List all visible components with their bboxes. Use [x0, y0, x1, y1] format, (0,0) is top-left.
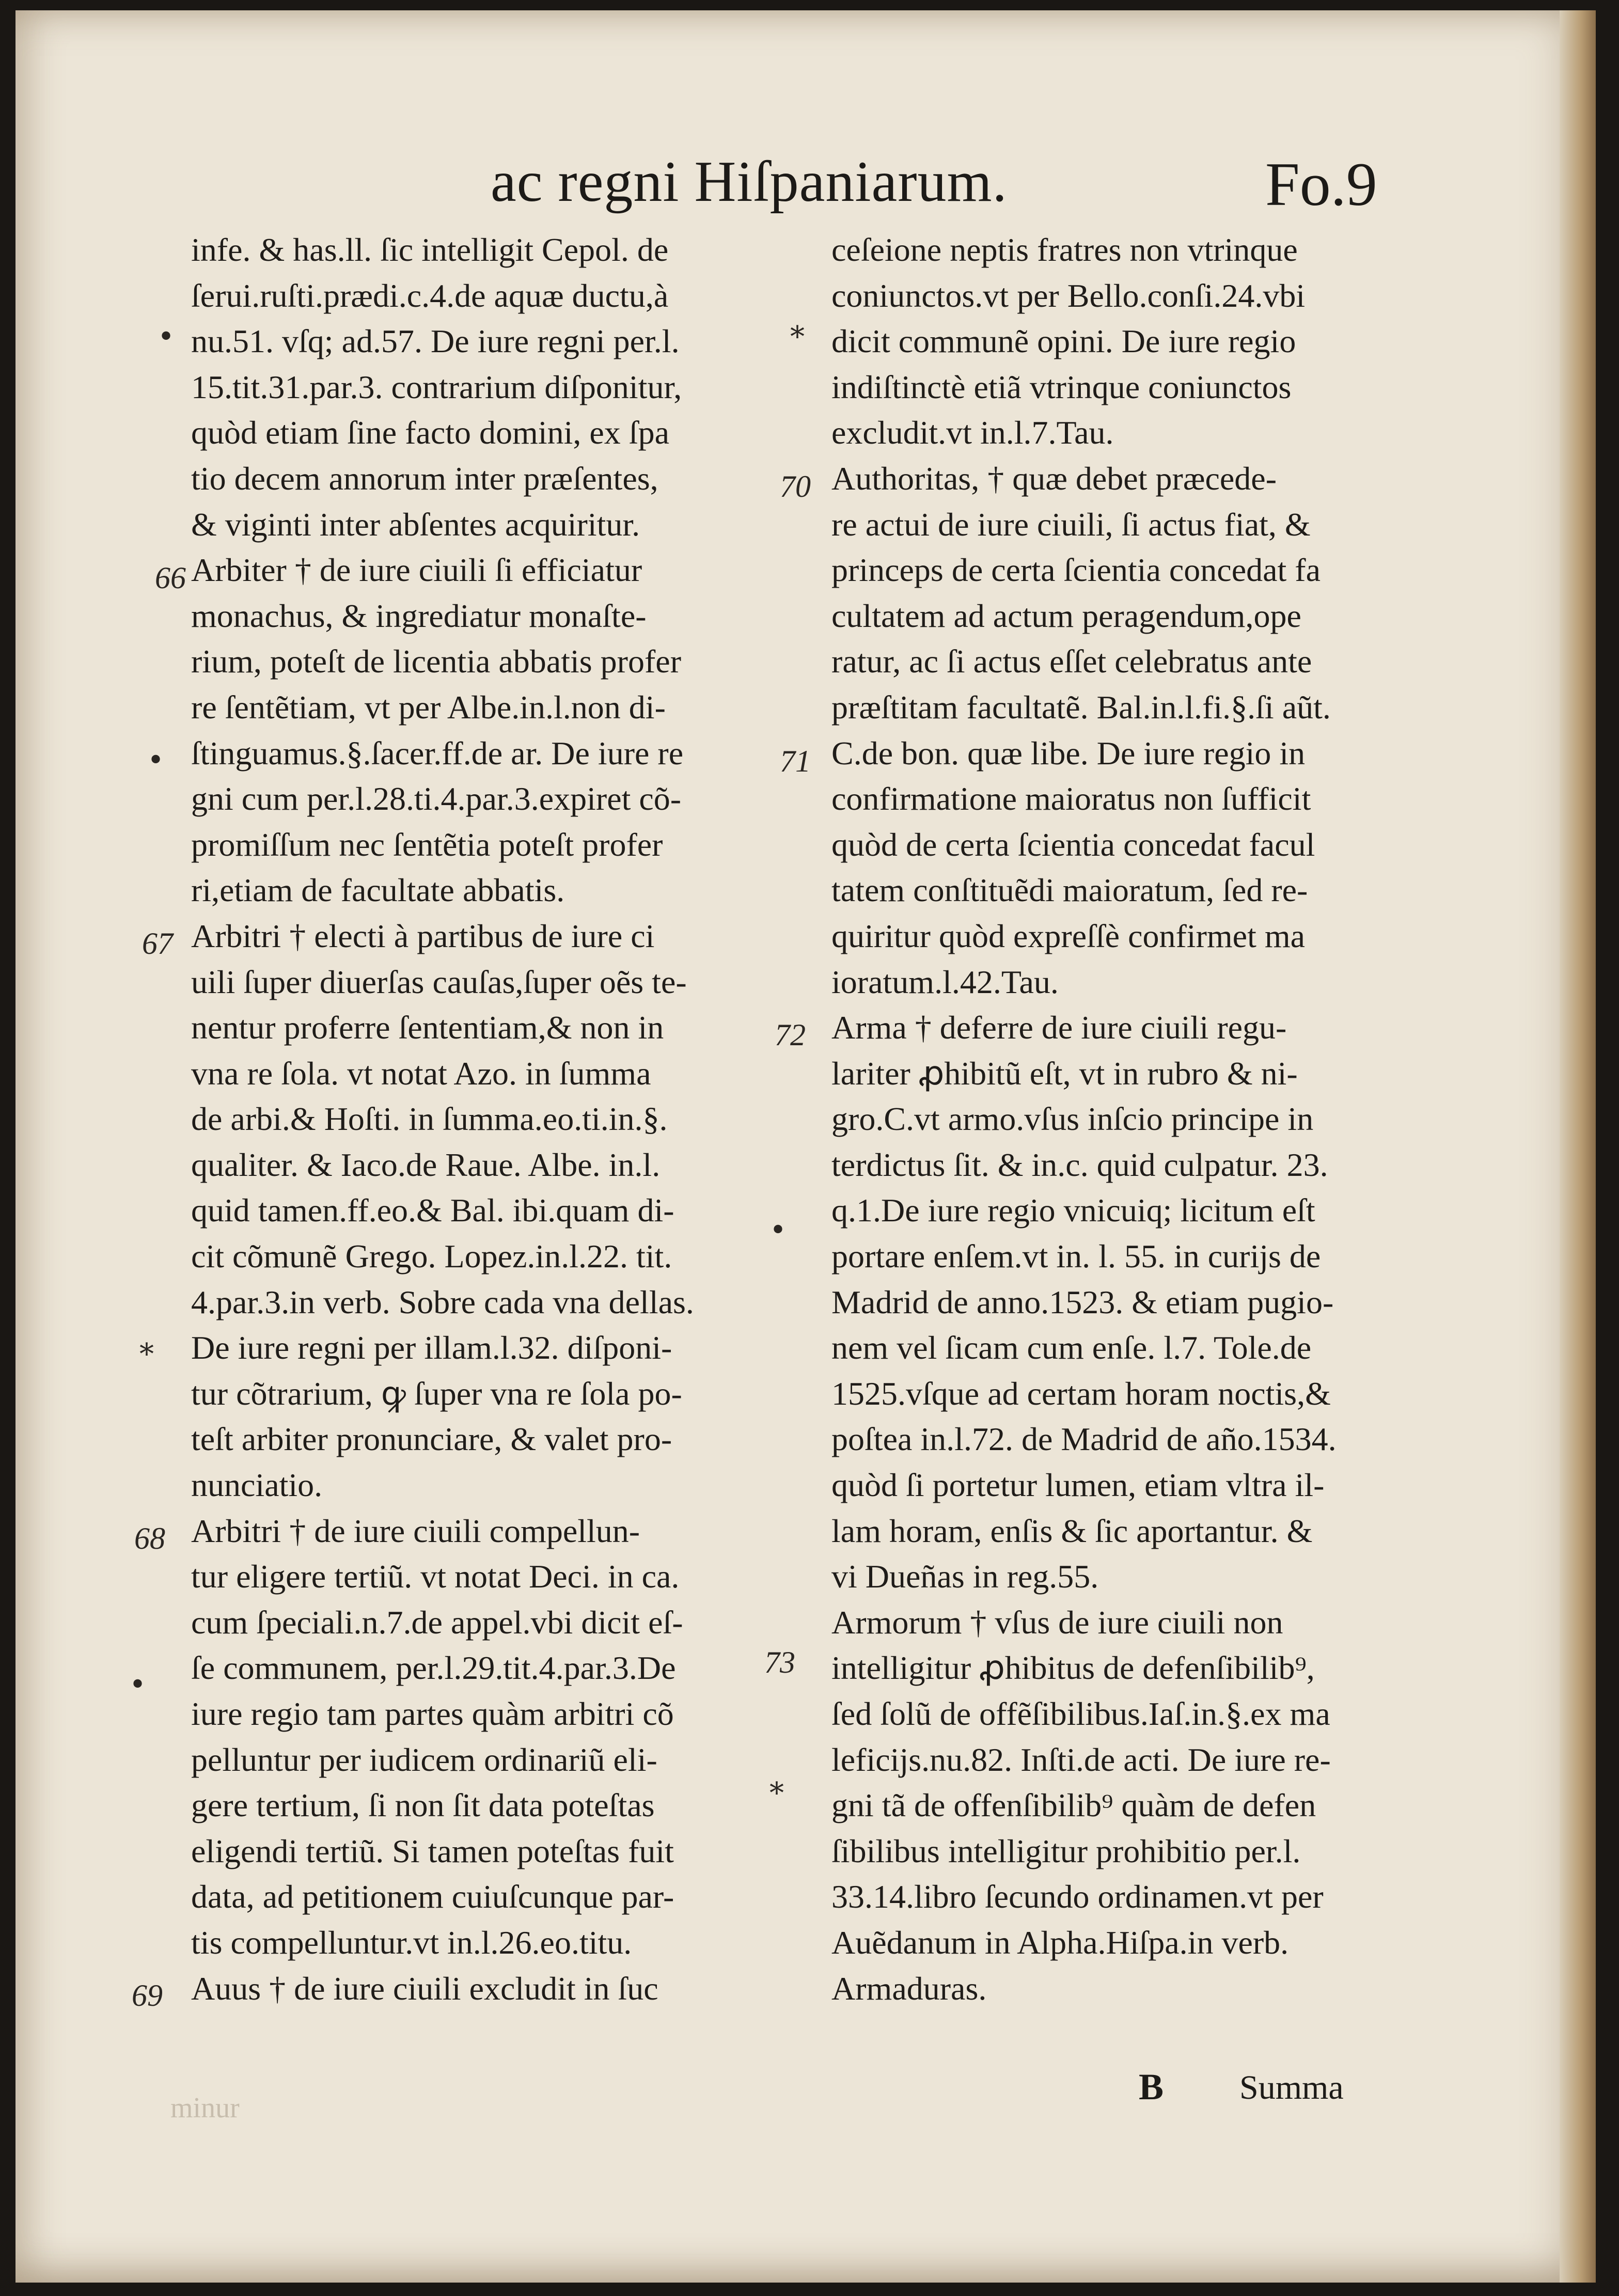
asterisk-mark: • [158, 320, 175, 354]
text-line: cit cõmunẽ Grego. Lopez.in.l.22. tit. [191, 1238, 672, 1275]
text-line: ſe communem, per.l.29.tit.4.par.3.De [191, 1649, 676, 1687]
text-line: gere tertium, ſi non ſit data poteſtas [191, 1787, 655, 1824]
right-text-column [831, 227, 1394, 2011]
margin-number-69: 69 [132, 1978, 163, 2012]
text-line: ſerui.ruſti.prædi.c.4.de aquæ ductu,à [191, 277, 669, 314]
text-line: tur cõtrarium, ꝙ ſuper vna re ſola po- [191, 1375, 682, 1412]
margin-number-73: 73 [764, 1645, 795, 1679]
text-line: ratur, ac ſi actus eſſet celebratus ante [831, 643, 1312, 680]
text-line: excludit.vt in.l.7.Tau. [831, 414, 1114, 451]
asterisk-mark: • [147, 744, 165, 777]
text-line: Arbitri † electi à partibus de iure ci [191, 917, 655, 954]
text-line: confirmatione maioratus non ſufficit [831, 780, 1311, 817]
text-line: ſtinguamus.§.ſacer.ff.de ar. De iure re [191, 734, 684, 772]
text-line: C.de bon. quæ libe. De iure regio in [831, 734, 1306, 772]
text-line: gni cum per.l.28.ti.4.par.3.expiret cõ- [191, 780, 682, 817]
left-text-column [191, 227, 754, 2011]
text-line: de arbi.& Hoſti. in ſumma.eo.ti.in.§. [191, 1100, 668, 1138]
text-line: ſed ſolũ de offẽſibilibus.Iaſ.in.§.ex ma [831, 1695, 1330, 1732]
text-line: Armorum † vſus de iure ciuili non [831, 1603, 1283, 1641]
text-line: 4.par.3.in verb. Sobre cada vna dellas. [191, 1283, 694, 1320]
margin-number-66: 66 [155, 561, 186, 595]
text-line: eligendi tertiũ. Si tamen poteſtas fuit [191, 1832, 674, 1869]
text-line: lariter ꝓhibitũ eſt, vt in rubro & ni- [831, 1055, 1298, 1092]
text-line: coniunctos.vt per Bello.conſi.24.vbi [831, 277, 1306, 314]
text-line: quòd de certa ſcientia concedat facul [831, 826, 1315, 863]
text-line: uili ſuper diuerſas cauſas,ſuper oẽs te- [191, 963, 687, 1000]
text-line: quòd ſi portetur lumen, etiam vltra il- [831, 1467, 1325, 1504]
text-line: nu.51. vſq; ad.57. De iure regni per.l. [191, 323, 680, 360]
text-line: 33.14.libro ſecundo ordinamen.vt per [831, 1878, 1324, 1915]
text-line: re ſentẽtiam, vt per Albe.in.l.non di- [191, 688, 666, 726]
text-line: portare enſem.vt in. l. 55. in curijs de [831, 1238, 1321, 1275]
text-line: De iure regni per illam.l.32. diſponi- [191, 1329, 672, 1366]
asterisk-mark: * [139, 1338, 154, 1371]
text-line: princeps de certa ſcientia concedat fa [831, 552, 1321, 589]
text-line: Auus † de iure ciuili excludit in ſuc [191, 1970, 658, 2007]
catchword: Summa [1239, 2069, 1344, 2106]
text-line: data, ad petitionem cuiuſcunque par- [191, 1878, 674, 1915]
text-line: intelligitur ꝓhibitus de defenſibilib⁹, [831, 1649, 1315, 1687]
text-line: & viginti inter abſentes acquiritur. [191, 506, 640, 543]
text-line: quòd etiam ſine facto domini, ex ſpa [191, 414, 669, 451]
asterisk-mark: • [769, 1214, 787, 1247]
text-line: monachus, & ingrediatur monaſte- [191, 597, 647, 634]
text-line: re actui de iure ciuili, ſi actus fiat, & [831, 506, 1311, 543]
asterisk-mark: • [129, 1668, 147, 1702]
text-line: 1525.vſque ad certam horam noctis,& [831, 1375, 1331, 1412]
text-line: iure regio tam partes quàm arbitri cõ [191, 1695, 674, 1732]
text-line: dicit communẽ opini. De iure regio [831, 323, 1296, 360]
text-line: nem vel ſicam cum enſe. l.7. Tole.de [831, 1329, 1312, 1366]
text-line: leficijs.nu.82. Inſti.de acti. De iure re- [831, 1741, 1331, 1778]
asterisk-mark: * [790, 320, 805, 354]
text-line: præſtitam facultatẽ. Bal.in.l.fi.§.ſi aũt. [831, 688, 1331, 726]
text-line: 15.tit.31.par.3. contrarium diſponitur, [191, 368, 682, 405]
text-line: cultatem ad actum peragendum,ope [831, 597, 1301, 634]
text-line: qualiter. & Iaco.de Raue. Albe. in.l. [191, 1146, 661, 1183]
asterisk-mark: * [769, 1776, 784, 1810]
text-line: Arma † deferre de iure ciuili regu- [831, 1009, 1287, 1046]
page-spine-edge [1560, 10, 1596, 2283]
margin-number-67: 67 [142, 926, 173, 961]
text-line: tis compelluntur.vt in.l.26.eo.titu. [191, 1924, 632, 1961]
signature-mark: B [1139, 2066, 1164, 2108]
text-line: vi Dueñas in reg.55. [831, 1558, 1099, 1595]
text-line: Arbiter † de iure ciuili ſi efficiatur [191, 552, 642, 589]
text-line: Armaduras. [831, 1970, 987, 2007]
text-line: q.1.De iure regio vnicuiq; licitum eſt [831, 1192, 1315, 1229]
text-line: vna re ſola. vt notat Azo. in ſumma [191, 1055, 651, 1092]
text-line: quiritur quòd expreſſè confirmet ma [831, 917, 1306, 954]
text-line: gro.C.vt armo.vſus inſcio principe in [831, 1100, 1314, 1138]
text-line: nentur proferre ſententiam,& non in [191, 1009, 664, 1046]
margin-number-72: 72 [775, 1018, 806, 1052]
text-line: infe. & has.ll. ſic intelligit Cepol. de [191, 231, 669, 268]
text-line: rium, poteſt de licentia abbatis profer [191, 643, 681, 680]
text-line: Auẽdanum in Alpha.Hiſpa.in verb. [831, 1924, 1289, 1961]
text-line: promiſſum nec ſentẽtia poteſt profer [191, 826, 663, 863]
text-line: lam horam, enſis & ſic aportantur. & [831, 1512, 1313, 1549]
text-line: quid tamen.ff.eo.& Bal. ibi.quam di- [191, 1192, 674, 1229]
margin-number-71: 71 [780, 744, 811, 778]
text-line: Authoritas, † quæ debet præcede- [831, 460, 1277, 497]
text-line: gni tã de offenſibilib⁹ quàm de defen [831, 1787, 1316, 1824]
text-line: indiſtinctè etiã vtrinque coniunctos [831, 368, 1292, 405]
text-line: cum ſpeciali.n.7.de appel.vbi dicit eſ- [191, 1603, 683, 1641]
text-line: tur eligere tertiũ. vt notat Deci. in ca. [191, 1558, 680, 1595]
margin-number-70: 70 [780, 469, 811, 504]
book-page [15, 10, 1596, 2283]
text-line: terdictus ſit. & in.c. quid culpatur. 23. [831, 1146, 1328, 1183]
text-line: Madrid de anno.1523. & etiam pugio- [831, 1283, 1334, 1320]
text-line: ri,etiam de facultate abbatis. [191, 872, 565, 909]
folio-number: Fo.9 [1265, 150, 1377, 218]
text-line: teſt arbiter pronunciare, & valet pro- [191, 1421, 672, 1458]
text-line: ſibilibus intelligitur prohibitio per.l. [831, 1832, 1301, 1869]
text-line: tatem conſtituẽdi maioratum, ſed re- [831, 872, 1308, 909]
text-line: Arbitri † de iure ciuili compellun- [191, 1512, 640, 1549]
text-line: ceſeione neptis fratres non vtrinque [831, 231, 1298, 268]
bleed-through-text: minur [170, 2092, 240, 2124]
text-line: tio decem annorum inter præſentes, [191, 460, 658, 497]
text-line: nunciatio. [191, 1467, 323, 1504]
text-line: poſtea in.l.72. de Madrid de año.1534. [831, 1421, 1337, 1458]
margin-number-68: 68 [134, 1521, 165, 1555]
running-header: ac regni Hiſpaniarum. [491, 150, 1008, 214]
text-line: pelluntur per iudicem ordinariũ eli- [191, 1741, 657, 1778]
text-line: ioratum.l.42.Tau. [831, 963, 1059, 1000]
